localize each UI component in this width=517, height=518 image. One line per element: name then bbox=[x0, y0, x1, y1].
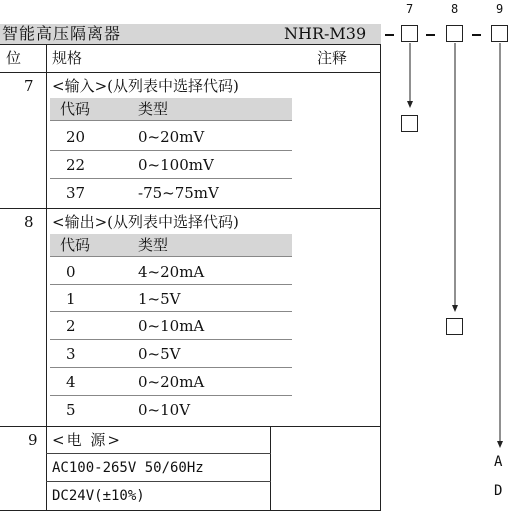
input-row-type: 0~20mV bbox=[138, 128, 205, 146]
output-row-code: 3 bbox=[66, 345, 76, 363]
section-title-input: <输入>(从列表中选择代码) bbox=[52, 77, 239, 95]
code-position-9: 9 bbox=[496, 2, 504, 16]
column-header-position: 位 bbox=[6, 49, 22, 67]
row-rule bbox=[50, 284, 292, 285]
output-row-type: 1~5V bbox=[138, 290, 181, 308]
subheader-type: 类型 bbox=[138, 100, 169, 118]
table-rule bbox=[0, 44, 381, 45]
input-row-type: -75~75mV bbox=[138, 184, 219, 202]
code-selection-diagram bbox=[381, 0, 517, 518]
column-header-note: 注释 bbox=[317, 49, 348, 67]
table-rule bbox=[0, 72, 381, 73]
table-rule bbox=[0, 426, 381, 427]
row-rule bbox=[50, 339, 292, 340]
subheader-type: 类型 bbox=[138, 236, 169, 254]
output-row-code: 0 bbox=[66, 263, 76, 281]
output-row-code: 5 bbox=[66, 401, 76, 419]
section-title-output: <输出>(从列表中选择代码) bbox=[52, 213, 239, 231]
input-row-code: 22 bbox=[66, 156, 86, 174]
arrow-9 bbox=[497, 441, 503, 448]
input-row-code: 20 bbox=[66, 128, 86, 146]
section-title-power: <电 源> bbox=[52, 431, 122, 449]
subheader-code: 代码 bbox=[60, 236, 91, 254]
subheader-code: 代码 bbox=[60, 100, 91, 118]
model-number: NHR-M39 bbox=[284, 24, 367, 43]
section-position-8: 8 bbox=[24, 213, 34, 231]
arrow-8 bbox=[452, 305, 458, 312]
output-row-type: 0~10V bbox=[138, 401, 191, 419]
row-rule bbox=[46, 453, 271, 454]
power-code-dc: D bbox=[494, 483, 503, 499]
row-rule bbox=[50, 178, 292, 179]
input-row-code: 37 bbox=[66, 184, 86, 202]
output-row-code: 4 bbox=[66, 373, 76, 391]
output-row-type: 0~5V bbox=[138, 345, 181, 363]
power-code-ac: A bbox=[494, 454, 503, 470]
arrow-7 bbox=[407, 101, 413, 108]
table-rule bbox=[0, 208, 381, 209]
input-row-type: 0~100mV bbox=[138, 156, 214, 174]
row-rule bbox=[50, 367, 292, 368]
row-rule bbox=[50, 395, 292, 396]
section-position-7: 7 bbox=[24, 77, 34, 95]
power-option-ac: AC100-265V 50/60Hz bbox=[52, 460, 204, 476]
row-rule bbox=[50, 256, 292, 257]
section-position-9: 9 bbox=[28, 431, 38, 449]
row-rule bbox=[50, 150, 292, 151]
table-rule bbox=[0, 510, 381, 511]
table-rule bbox=[270, 426, 271, 510]
output-row-type: 0~20mA bbox=[138, 373, 205, 391]
output-row-type: 4~20mA bbox=[138, 263, 205, 281]
column-header-spec: 规格 bbox=[52, 49, 83, 67]
output-row-code: 1 bbox=[66, 290, 76, 308]
row-rule bbox=[50, 120, 292, 121]
input-code-box bbox=[401, 115, 418, 132]
row-rule bbox=[50, 311, 292, 312]
output-row-type: 0~10mA bbox=[138, 317, 205, 335]
product-title: 智能高压隔离器 bbox=[2, 24, 122, 43]
output-code-box bbox=[446, 318, 463, 335]
row-rule bbox=[46, 481, 271, 482]
code-position-8: 8 bbox=[451, 2, 459, 16]
output-row-code: 2 bbox=[66, 317, 76, 335]
table-rule bbox=[46, 44, 47, 510]
power-option-dc: DC24V(±10%) bbox=[52, 488, 145, 504]
code-position-7: 7 bbox=[406, 2, 414, 16]
